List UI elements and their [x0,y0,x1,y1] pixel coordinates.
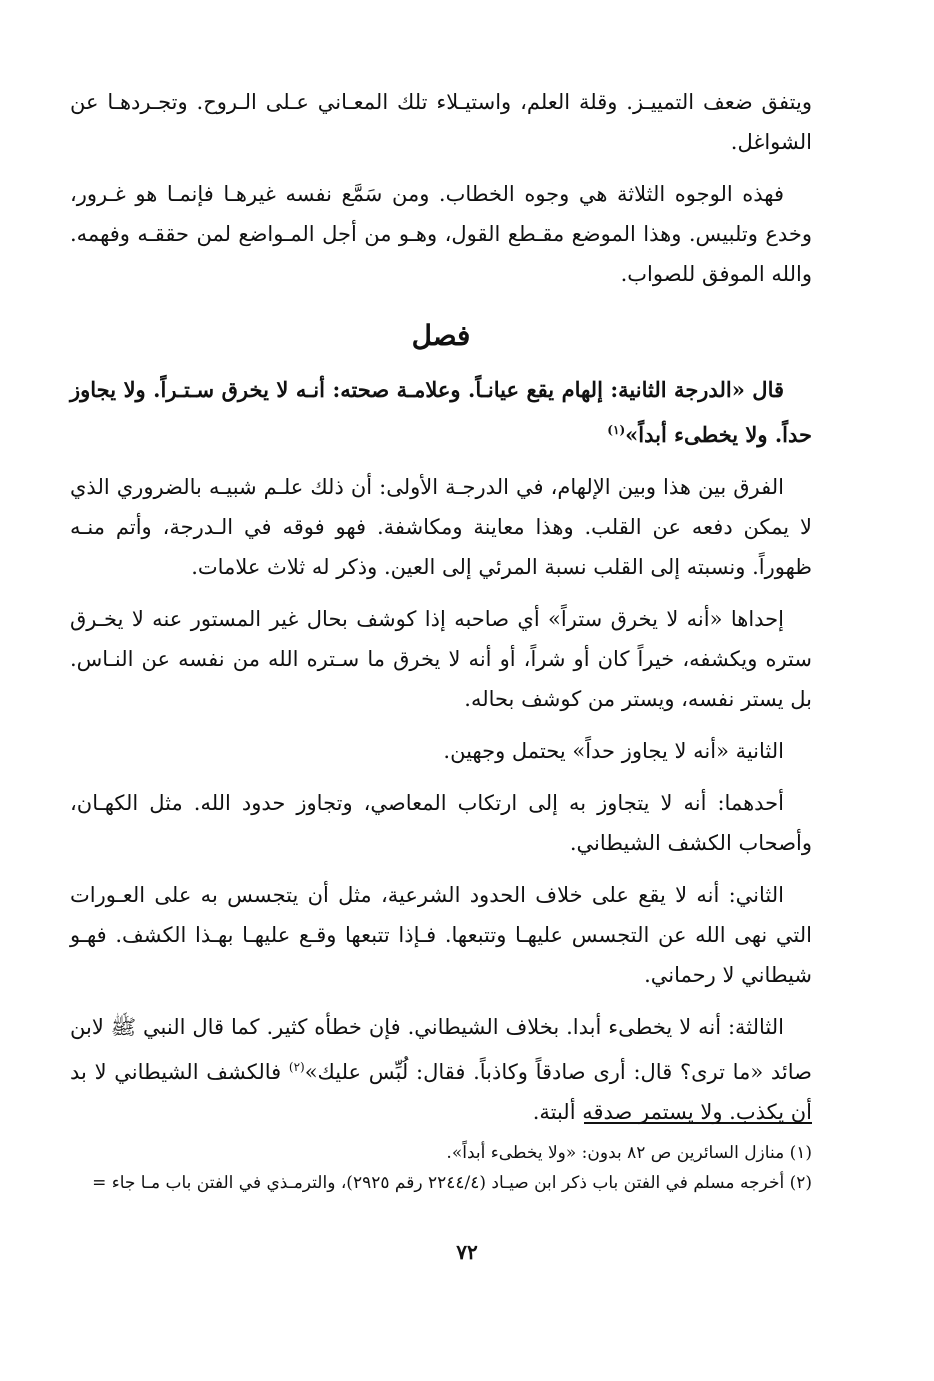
body-paragraph-5: الثاني: أنه لا يقع على خلاف الحدود الشرعية، مثل أن يتجسس به على العـورات التي نهى الله عن التجسس عليهـا وتتبعها. فـإذا تتبعها وقـع عليهـا بهـذا الكشف. فهـو شيطاني لا رحماني. [70,883,812,987]
section-heading: فصل [411,319,471,352]
quote-paragraph [70,370,812,455]
footnote-divider [584,1122,812,1124]
paragraph-1: ويتفق ضعف التمييـز. وقلة العلم، واستيـلاء تلك المعـاني عـلى الـروح. وتجـردهـا عن الشواغل. [70,90,812,154]
third-sign-text: الثالثة: أنه لا يخطىء أبدا. بخلاف الشيطاني. فإن خطأه كثير. كما قال النبي ﷺ لابن صائد «ما ترى؟ قال: أرى صادقاً وكاذباً. فقال: لُبِّس عليك» [70,1015,812,1084]
body-paragraph-6 [70,1007,812,1132]
footnote-ref-1: (١) [607,423,626,437]
third-sign-text-end: فالكشف الشيطاني لا بد أن يكذب. ولا يستمر صدقه ألبتة. [70,1060,812,1124]
paragraph-2: فهذه الوجوه الثلاثة هي وجوه الخطاب. ومن سَمَّع نفسه غيرهـا فإنمـا هو غـرور، وخدع وتلبيس. وهذا الموضع مقـطع القول، وهـو من أجل المـواضع لمن حققـه وفهمه. والله الموفق للصواب. [70,182,812,286]
page-number: ٧٢ [456,1240,478,1264]
quote-text: قال «الدرجة الثانية: إلهام يقع عيانـاً. وعلامـة صحته: أنـه لا يخرق سـتـراً. ولا يجاوز حداً. ولا يخطىء أبداً» [70,377,812,447]
footnote-ref-2: (٢) [288,1060,305,1074]
footnotes [70,1138,812,1198]
footnote-2: (٢) أخرجه مسلم في الفتن باب ذكر ابن صيـاد (٢٢٤٤/٤ رقم ٢٩٢٥)، والترمـذي في الفتن باب مـا جاء = [92,1173,812,1193]
body-paragraph-1: الفرق بين هذا وبين الإلهام، في الدرجـة الأولى: أن ذلك علـم شبيـه بالضروري الذي لا يمكن دفعه عن القلب. وهذا معاينة ومكاشفة. فهو فوقه في الـدرجة، وأتم منـه ظهوراً. ونسبته إلى القلب نسبة المرئي إلى العين. وذكر له ثلاث علامات. [70,475,812,579]
body-paragraph-4: أحدهما: أنه لا يتجاوز به إلى ارتكاب المعاصي، وتجاوز حدود الله. مثل الكهـان، وأصحاب الكشف الشيطاني. [70,791,812,855]
body-paragraph-2: إحداها «أنه لا يخرق ستراً» أي صاحبه إذا كوشف بحال غير المستور عنه لا يخـرق ستره ويكشفه، خيراً كان أو شراً، أو أنه لا يخرق ما سـتره الله من نفسه عن النـاس. بل يستر نفسه، ويستر من كوشف بحاله. [70,607,812,711]
footnote-1: (١) منازل السائرين ص ٨٢ بدون: «ولا يخطىء أبداً». [446,1143,812,1163]
body-paragraph-3: الثانية «أنه لا يجاوز حداً» يحتمل وجهين. [443,739,784,763]
